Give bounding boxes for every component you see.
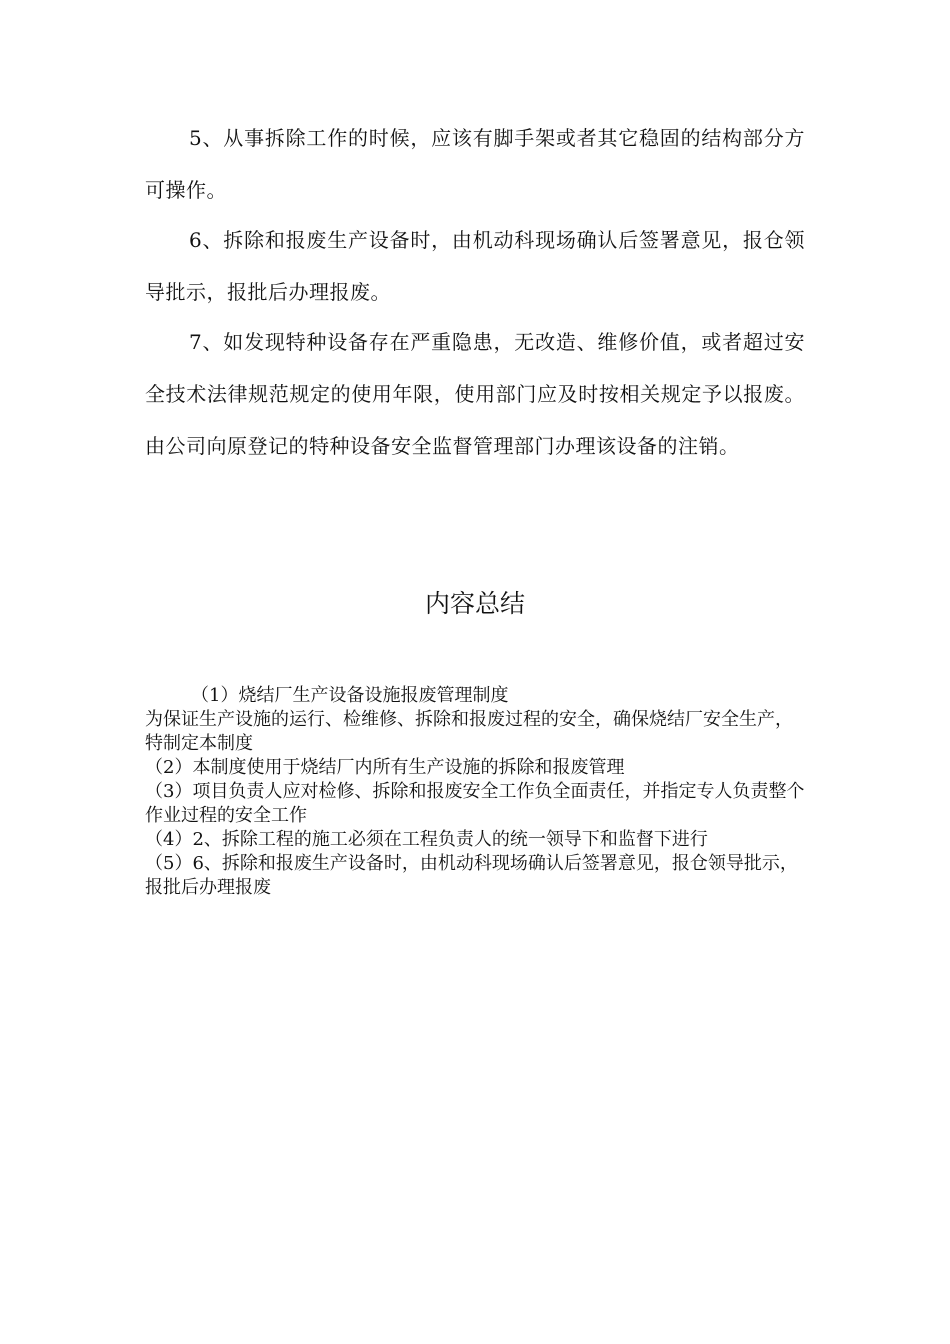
summary-line: 为保证生产设施的运行、检维修、拆除和报废过程的安全，确保烧结厂安全生产，特制定本制度 [145, 709, 793, 754]
summary-line: （4）2、拆除工程的施工必须在工程负责人的统一领导下和监督下进行 [145, 829, 708, 850]
summary-line: （1）烧结厂生产设备设施报废管理制度 [191, 685, 509, 706]
paragraph-item-6: 6、拆除和报废生产设备时，由机动科现场确认后签署意见，报仓领导批示，报批后办理报废。 [145, 228, 805, 304]
summary-list [145, 684, 805, 900]
summary-line: （5）6、拆除和报废生产设备时，由机动科现场确认后签署意见，报仓领导批示，报批后办理报废 [145, 853, 798, 898]
summary-line: （3）项目负责人应对检修、拆除和报废安全工作负全面责任，并指定专人负责整个作业过程的安全工作 [145, 781, 805, 826]
paragraph-item-5: 5、从事拆除工作的时候，应该有脚手架或者其它稳固的结构部分方可操作。 [145, 126, 805, 202]
summary-line: （2）本制度使用于烧结厂内所有生产设施的拆除和报废管理 [145, 757, 625, 778]
paragraph-item-7: 7、如发现特种设备存在严重隐患，无改造、维修价值，或者超过安全技术法律规范规定的使用年限，使用部门应及时按相关规定予以报废。由公司向原登记的特种设备安全监督管理部门办理该设备的注销。 [145, 330, 805, 458]
summary-heading: 内容总结 [424, 589, 525, 618]
